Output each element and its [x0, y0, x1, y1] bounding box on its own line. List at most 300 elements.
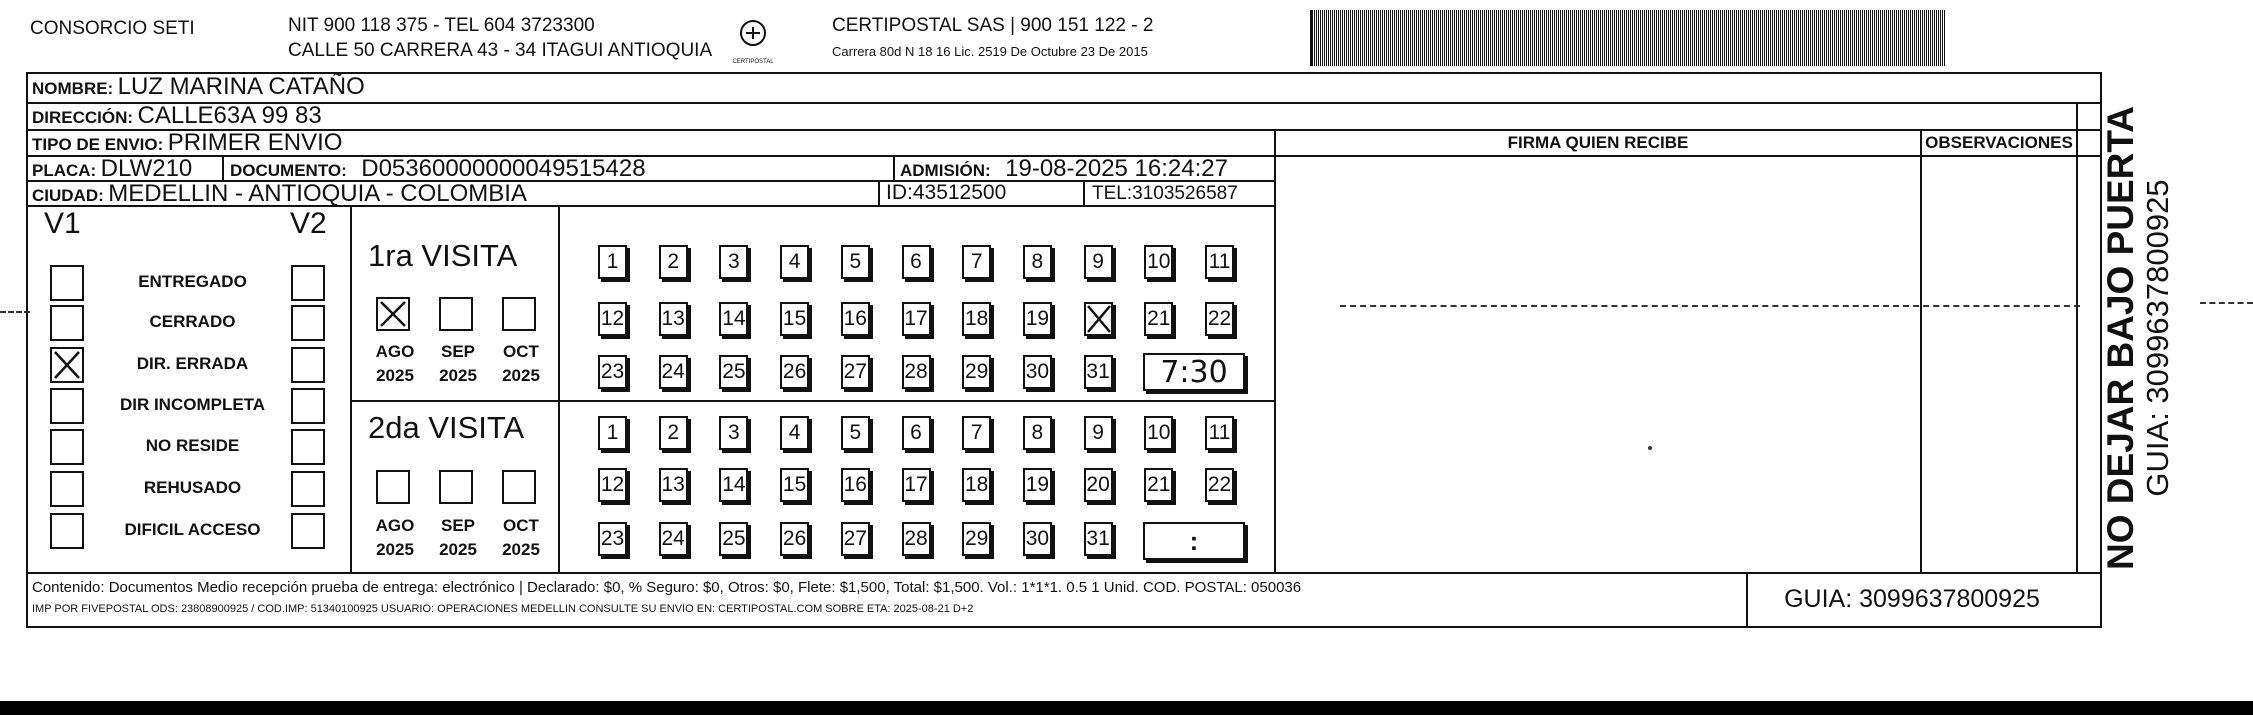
barcode-bar — [1758, 10, 1759, 66]
v2-checkbox[interactable] — [291, 265, 325, 301]
tipo-label: TIPO DE ENVIO: — [32, 135, 164, 154]
barcode-bar — [1530, 10, 1531, 66]
barcode-bar — [1366, 10, 1367, 66]
barcode-bar — [1860, 10, 1861, 66]
barcode-bar — [1318, 10, 1319, 66]
barcode-bar — [1572, 10, 1573, 66]
day-box[interactable]: 15 — [780, 468, 809, 502]
placa-label: PLACA: — [32, 161, 97, 180]
reason-label: ENTREGADO — [138, 272, 247, 291]
month-checkbox[interactable] — [376, 297, 410, 331]
month-checkbox[interactable] — [376, 470, 410, 504]
barcode-bar — [1668, 10, 1669, 66]
barcode-bar — [1552, 10, 1553, 66]
day-box[interactable]: 21 — [1144, 302, 1173, 336]
barcode-bar — [1912, 10, 1913, 66]
day-box[interactable]: 2 — [659, 245, 688, 279]
barcode-bar — [1692, 10, 1693, 66]
barcode-bar — [1474, 10, 1475, 66]
nombre-value: LUZ MARINA CATAÑO — [117, 73, 365, 100]
logo-text: CERTIPOSTAL — [732, 59, 774, 65]
day-box[interactable]: 13 — [659, 468, 688, 502]
v1-checkbox[interactable] — [50, 265, 84, 301]
barcode-bar — [1666, 10, 1667, 66]
barcode-bar — [1646, 10, 1647, 66]
barcode-bar — [1940, 10, 1941, 66]
barcode-bar — [1932, 10, 1933, 66]
day-box[interactable]: 16 — [841, 302, 870, 336]
barcode-bar — [1566, 10, 1567, 66]
barcode-bar — [1410, 10, 1411, 66]
day-box[interactable] — [1084, 302, 1113, 336]
barcode-bar — [1450, 10, 1451, 66]
barcode-bar — [1632, 10, 1633, 66]
day-box[interactable]: 25 — [719, 522, 748, 556]
firma-header: FIRMA QUIEN RECIBE — [1507, 133, 1689, 152]
barcode-bar — [1448, 10, 1449, 66]
barcode-bar — [1700, 10, 1701, 66]
barcode-bar — [1690, 10, 1691, 66]
barcode-bar — [1550, 10, 1551, 66]
day-box[interactable]: 11 — [1205, 416, 1234, 450]
barcode-bar — [1942, 10, 1943, 66]
barcode-bar — [1826, 10, 1827, 66]
tel-value: 3103526587 — [1132, 183, 1238, 204]
barcode-bar — [1784, 10, 1785, 66]
day-box[interactable]: 1 — [598, 416, 627, 450]
placa-row — [32, 155, 192, 183]
barcode-bar — [1590, 10, 1591, 66]
month-checkbox[interactable] — [502, 470, 536, 504]
barcode-bar — [1722, 10, 1723, 66]
v2-checkbox[interactable] — [291, 305, 325, 341]
barcode-bar — [1508, 10, 1509, 66]
barcode-bar — [1464, 10, 1465, 66]
barcode-bar — [1470, 10, 1471, 66]
certipostal-logo — [730, 18, 776, 65]
barcode-bar — [1742, 10, 1743, 66]
id-label: ID: — [886, 181, 913, 204]
barcode-bar — [1726, 10, 1727, 66]
barcode-bar — [1696, 10, 1697, 66]
barcode-bar — [1916, 10, 1917, 66]
month-checkbox[interactable] — [439, 297, 473, 331]
day-box[interactable]: 12 — [598, 302, 627, 336]
day-box[interactable]: 30 — [1023, 522, 1052, 556]
barcode-bar — [1494, 10, 1495, 66]
barcode-bar — [1748, 10, 1749, 66]
barcode-bar — [1850, 10, 1851, 66]
first-visit-time: 7:30 — [1160, 354, 1228, 390]
barcode-bar — [1388, 10, 1389, 66]
barcode-bar — [1488, 10, 1489, 66]
day-box[interactable]: 2 — [659, 416, 688, 450]
barcode-bar — [1686, 10, 1687, 66]
barcode-bar — [1662, 10, 1663, 66]
day-box[interactable]: 9 — [1084, 416, 1113, 450]
v1-checkbox[interactable] — [50, 305, 84, 341]
barcode-bar — [1424, 10, 1425, 66]
day-box[interactable]: 24 — [659, 355, 688, 389]
barcode-bar — [1828, 10, 1829, 66]
v1-checkbox[interactable] — [50, 388, 84, 424]
barcode-bar — [1316, 10, 1317, 66]
barcode-bar — [1724, 10, 1725, 66]
barcode-bar — [1842, 10, 1843, 66]
barcode-bar — [1754, 10, 1755, 66]
barcode-bar — [1876, 10, 1877, 66]
day-box[interactable]: 7 — [962, 416, 991, 450]
barcode-bar — [1604, 10, 1605, 66]
barcode-bar — [1796, 10, 1797, 66]
reason-label: DIR INCOMPLETA — [119, 395, 266, 414]
day-box[interactable]: 31 — [1084, 522, 1113, 556]
v1-checkbox[interactable] — [50, 513, 84, 549]
barcode-bar — [1930, 10, 1931, 66]
barcode-bar — [1428, 10, 1429, 66]
barcode-bar — [1616, 10, 1617, 66]
second-visit-time-box[interactable] — [1143, 522, 1245, 560]
barcode-bar — [1872, 10, 1873, 66]
day-box[interactable]: 30 — [1023, 355, 1052, 389]
address-line: CALLE 50 CARRERA 43 - 34 ITAGUI ANTIOQUIA — [288, 40, 713, 61]
admision-label: ADMISIÓN: — [900, 161, 991, 180]
barcode-bar — [1822, 10, 1823, 66]
barcode-bar — [1614, 10, 1615, 66]
barcode-bar — [1634, 10, 1635, 66]
barcode-bar — [1380, 10, 1381, 66]
v2-checkbox[interactable] — [291, 471, 325, 507]
barcode-bar — [1628, 10, 1629, 66]
barcode-bar — [1840, 10, 1841, 66]
nit-line: NIT 900 118 375 - TEL 604 3723300 — [288, 15, 595, 36]
barcode-bar — [1444, 10, 1445, 66]
barcode-bar — [1920, 10, 1921, 66]
barcode-bar — [1584, 10, 1585, 66]
barcode-bar — [1800, 10, 1801, 66]
day-box[interactable]: 20 — [1084, 468, 1113, 502]
day-box[interactable]: 23 — [598, 522, 627, 556]
v2-checkbox[interactable] — [291, 429, 325, 465]
second-visit-title: 2da VISITA — [368, 410, 525, 445]
barcode-bar — [1422, 10, 1423, 66]
year-label: 2025 — [376, 540, 414, 559]
barcode-bar — [1620, 10, 1621, 66]
barcode-bar — [1588, 10, 1589, 66]
company-name: CONSORCIO SETI — [30, 18, 195, 39]
barcode-bar — [1862, 10, 1863, 66]
reason-label: NO RESIDE — [145, 436, 240, 455]
barcode-bar — [1364, 10, 1365, 66]
barcode-bar — [1420, 10, 1421, 66]
day-box[interactable]: 19 — [1023, 468, 1052, 502]
day-box[interactable]: 26 — [780, 522, 809, 556]
reason-label: REHUSADO — [143, 478, 242, 497]
documento-row — [230, 155, 646, 183]
barcode-bar — [1436, 10, 1437, 66]
barcode-bar — [1516, 10, 1517, 66]
certipostal-line2: Carrera 80d N 18 16 Lic. 2519 De Octubre 23 De 2015 — [832, 44, 1148, 59]
barcode-bar — [1918, 10, 1919, 66]
fold-line-left — [0, 311, 30, 313]
barcode-bar — [1578, 10, 1579, 66]
barcode-bar — [1774, 10, 1775, 66]
day-box[interactable]: 26 — [780, 355, 809, 389]
barcode-bar — [1528, 10, 1529, 66]
second-visit-time: : — [1189, 525, 1199, 556]
barcode-bar — [1406, 10, 1407, 66]
barcode-bar — [1476, 10, 1477, 66]
barcode-bar — [1720, 10, 1721, 66]
day-box[interactable]: 28 — [902, 522, 931, 556]
barcode-bar — [1332, 10, 1333, 66]
day-box[interactable]: 11 — [1205, 245, 1234, 279]
signature-line — [1340, 305, 2080, 307]
day-box[interactable]: 29 — [962, 355, 991, 389]
barcode-bar — [1768, 10, 1769, 66]
barcode-bar — [1386, 10, 1387, 66]
bottom-band — [0, 701, 2253, 715]
barcode-bar — [1814, 10, 1815, 66]
barcode-bar — [1348, 10, 1349, 66]
barcode-bar — [1854, 10, 1855, 66]
barcode-bar — [1892, 10, 1893, 66]
barcode-bar — [1322, 10, 1323, 66]
barcode-bar — [1390, 10, 1391, 66]
barcode-bar — [1674, 10, 1675, 66]
barcode-bar — [1790, 10, 1791, 66]
day-box[interactable]: 16 — [841, 468, 870, 502]
barcode-bar — [1568, 10, 1569, 66]
day-box[interactable]: 5 — [841, 416, 870, 450]
barcode-bar — [1804, 10, 1805, 66]
barcode-bar — [1734, 10, 1735, 66]
day-box[interactable]: 12 — [598, 468, 627, 502]
day-box[interactable]: 9 — [1084, 245, 1113, 279]
barcode-bar — [1532, 10, 1533, 66]
barcode-bar — [1702, 10, 1703, 66]
barcode-bar — [1656, 10, 1657, 66]
barcode-bar — [1640, 10, 1641, 66]
day-box[interactable]: 18 — [962, 468, 991, 502]
barcode-bar — [1564, 10, 1565, 66]
reason-label: DIFICIL ACCESO — [124, 520, 261, 539]
barcode-bar — [1512, 10, 1513, 66]
barcode-bar — [1362, 10, 1363, 66]
day-box[interactable]: 3 — [719, 245, 748, 279]
barcode-bar — [1336, 10, 1337, 66]
barcode-bar — [1586, 10, 1587, 66]
barcode-bar — [1606, 10, 1607, 66]
direccion-value: CALLE63A 99 83 — [137, 102, 322, 129]
barcode-bar — [1342, 10, 1343, 66]
day-box[interactable]: 6 — [902, 245, 931, 279]
barcode-bar — [1746, 10, 1747, 66]
barcode-bar — [1730, 10, 1731, 66]
barcode-bar — [1456, 10, 1457, 66]
barcode-bar — [1652, 10, 1653, 66]
day-box[interactable]: 10 — [1144, 416, 1173, 450]
day-box[interactable]: 17 — [902, 302, 931, 336]
day-box[interactable]: 24 — [659, 522, 688, 556]
barcode-bar — [1582, 10, 1583, 66]
barcode-bar — [1664, 10, 1665, 66]
barcode-bar — [1506, 10, 1507, 66]
day-box[interactable]: 22 — [1205, 302, 1234, 336]
barcode-bar — [1910, 10, 1911, 66]
barcode-bar — [1468, 10, 1469, 66]
barcode-bar — [1500, 10, 1501, 66]
barcode-bar — [1762, 10, 1763, 66]
barcode-bar — [1636, 10, 1637, 66]
barcode-bar — [1792, 10, 1793, 66]
barcode-bar — [1658, 10, 1659, 66]
barcode-bar — [1878, 10, 1879, 66]
barcode-bar — [1466, 10, 1467, 66]
barcode-bar — [1906, 10, 1907, 66]
day-box[interactable]: 23 — [598, 355, 627, 389]
day-box[interactable]: 27 — [841, 355, 870, 389]
barcode-bar — [1478, 10, 1479, 66]
barcode-bar — [1346, 10, 1347, 66]
day-box[interactable]: 10 — [1144, 245, 1173, 279]
barcode-bar — [1644, 10, 1645, 66]
day-box[interactable]: 21 — [1144, 468, 1173, 502]
day-box[interactable]: 17 — [902, 468, 931, 502]
barcode-bar — [1576, 10, 1577, 66]
barcode-bar — [1902, 10, 1903, 66]
barcode-bar — [1338, 10, 1339, 66]
barcode-bar — [1458, 10, 1459, 66]
direccion-label: DIRECCIÓN: — [32, 108, 134, 127]
barcode-bar — [1368, 10, 1369, 66]
barcode-bar — [1540, 10, 1541, 66]
barcode-bar — [1738, 10, 1739, 66]
day-box[interactable]: 14 — [719, 468, 748, 502]
barcode-bar — [1798, 10, 1799, 66]
day-box[interactable]: 31 — [1084, 355, 1113, 389]
barcode-bar — [1922, 10, 1923, 66]
day-box[interactable]: 7 — [962, 245, 991, 279]
v1-checkbox[interactable] — [50, 347, 84, 383]
month-label: AGO — [375, 342, 415, 361]
barcode-bar — [1926, 10, 1927, 66]
v2-checkbox[interactable] — [291, 388, 325, 424]
v1-checkbox[interactable] — [50, 471, 84, 507]
day-box[interactable]: 28 — [902, 355, 931, 389]
day-box[interactable]: 8 — [1023, 245, 1052, 279]
month-label: SEP — [440, 516, 476, 535]
day-box[interactable]: 14 — [719, 302, 748, 336]
day-box[interactable]: 5 — [841, 245, 870, 279]
barcode-bar — [1716, 10, 1717, 66]
barcode-bar — [1938, 10, 1939, 66]
barcode-bar — [1684, 10, 1685, 66]
barcode-bar — [1680, 10, 1681, 66]
barcode-bar — [1394, 10, 1395, 66]
day-box[interactable]: 8 — [1023, 416, 1052, 450]
barcode-bar — [1914, 10, 1915, 66]
documento-value: D05360000000049515428 — [361, 155, 646, 182]
barcode-bar — [1708, 10, 1709, 66]
barcode-bar — [1446, 10, 1447, 66]
day-box[interactable]: 3 — [719, 416, 748, 450]
month-checkbox[interactable] — [502, 297, 536, 331]
id-row — [886, 181, 1006, 205]
barcode-bar — [1354, 10, 1355, 66]
barcode-bar — [1886, 10, 1887, 66]
day-box[interactable]: 6 — [902, 416, 931, 450]
barcode-bar — [1736, 10, 1737, 66]
barcode-bar — [1856, 10, 1857, 66]
barcode-bar — [1638, 10, 1639, 66]
day-box[interactable]: 27 — [841, 522, 870, 556]
v1-checkbox[interactable] — [50, 429, 84, 465]
barcode-bar — [1880, 10, 1881, 66]
day-box[interactable]: 29 — [962, 522, 991, 556]
v2-checkbox[interactable] — [291, 513, 325, 549]
barcode-bar — [1834, 10, 1835, 66]
barcode-bar — [1890, 10, 1891, 66]
barcode-bar — [1484, 10, 1485, 66]
day-box[interactable]: 19 — [1023, 302, 1052, 336]
barcode-bar — [1626, 10, 1627, 66]
barcode-bar — [1820, 10, 1821, 66]
day-box[interactable]: 1 — [598, 245, 627, 279]
barcode-bar — [1490, 10, 1491, 66]
barcode-bar — [1928, 10, 1929, 66]
barcode-bar — [1314, 10, 1315, 66]
barcode-bar — [1882, 10, 1883, 66]
barcode-bar — [1324, 10, 1325, 66]
reason-label: CERRADO — [149, 312, 236, 331]
barcode-bar — [1426, 10, 1427, 66]
barcode-bar — [1524, 10, 1525, 66]
barcode-bar — [1816, 10, 1817, 66]
barcode-bar — [1326, 10, 1327, 66]
barcode-bar — [1440, 10, 1441, 66]
barcode-bar — [1648, 10, 1649, 66]
barcode-bar — [1544, 10, 1545, 66]
day-box[interactable]: 4 — [780, 416, 809, 450]
barcode-bar — [1830, 10, 1831, 66]
barcode-bar — [1676, 10, 1677, 66]
day-box[interactable]: 15 — [780, 302, 809, 336]
barcode-bar — [1438, 10, 1439, 66]
admision-value: 19-08-2025 16:24:27 — [1005, 155, 1228, 182]
barcode-bar — [1752, 10, 1753, 66]
barcode-bar — [1496, 10, 1497, 66]
barcode-bar — [1498, 10, 1499, 66]
day-box[interactable]: 18 — [962, 302, 991, 336]
day-box[interactable]: 13 — [659, 302, 688, 336]
barcode-bar — [1624, 10, 1625, 66]
day-box[interactable]: 22 — [1205, 468, 1234, 502]
v2-checkbox[interactable] — [291, 347, 325, 383]
barcode-bar — [1672, 10, 1673, 66]
barcode-bar — [1788, 10, 1789, 66]
month-checkbox[interactable] — [439, 470, 473, 504]
footer-content: Contenido: Documentos Medio recepción prueba de entrega: electrónico | Declarado: $0, % Seguro: $0, Otros: $0, Flete: $1,500, Total: $1,500. Vol.: 1*1*1. 0.5 1 Unid. COD. POSTAL: 050036 — [32, 579, 1302, 596]
tel-label: TEL: — [1092, 183, 1133, 204]
barcode-bar — [1838, 10, 1839, 66]
barcode-bar — [1712, 10, 1713, 66]
first-visit-time-box[interactable] — [1143, 353, 1245, 391]
day-box[interactable]: 25 — [719, 355, 748, 389]
barcode-bar — [1678, 10, 1679, 66]
barcode-bar — [1526, 10, 1527, 66]
day-box[interactable]: 4 — [780, 245, 809, 279]
